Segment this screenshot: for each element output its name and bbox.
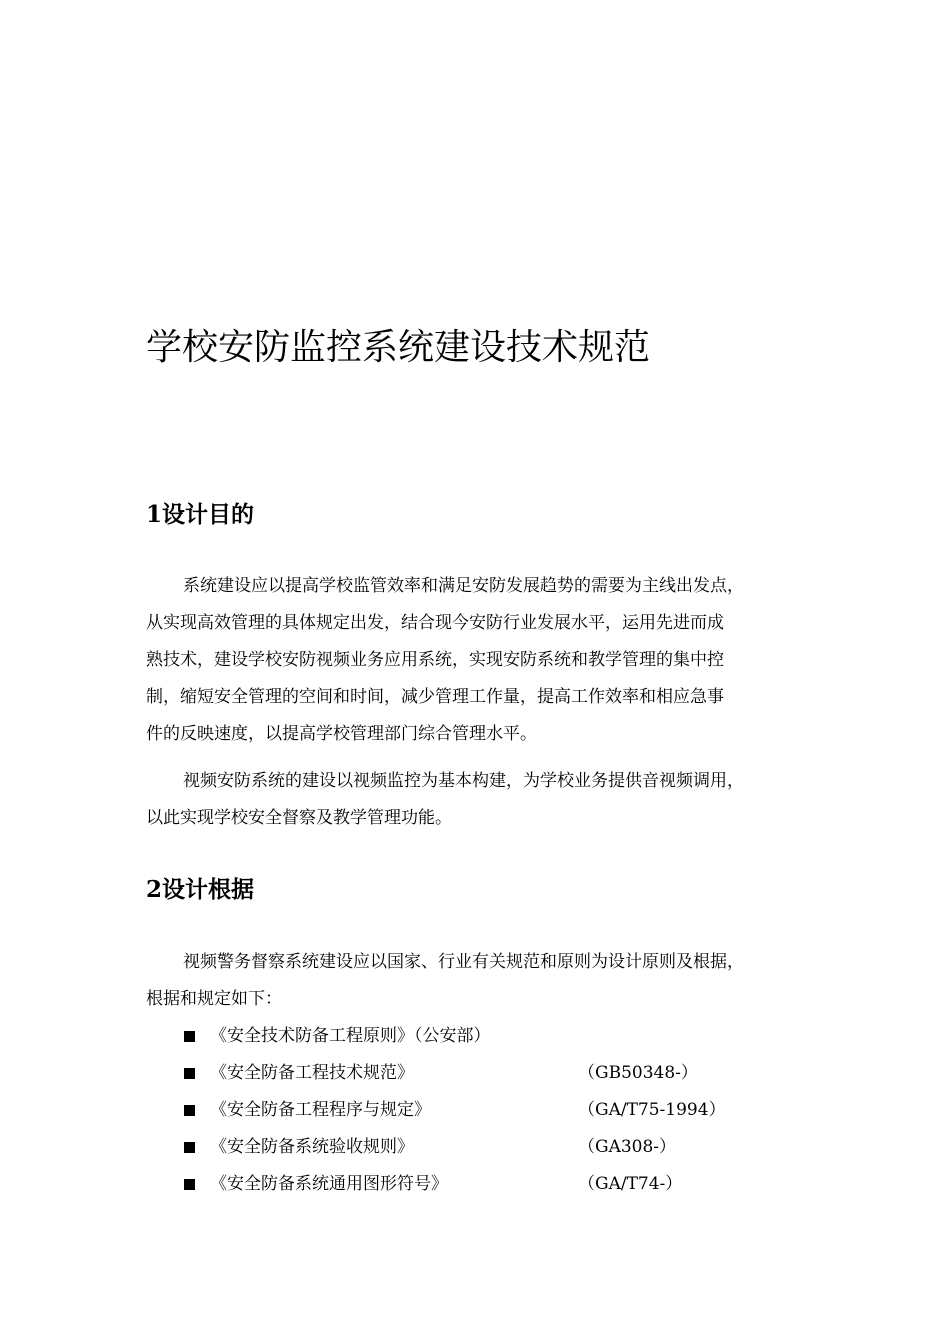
standard-name: 《安全防备系统通用图形符号》: [210, 1174, 448, 1194]
paragraph-line: 视频安防系统的建设以视频监控为基本构建，为学校业务提供音视频调用，: [183, 771, 744, 791]
square-bullet-icon: [184, 1068, 195, 1079]
document-title: 学校安防监控系统建设技术规范: [146, 327, 651, 368]
standard-name: 《安全防备系统验收规则》: [210, 1137, 414, 1157]
paragraph-line: 系统建设应以提高学校监管效率和满足安防发展趋势的需要为主线出发点，: [183, 576, 744, 596]
square-bullet-icon: [184, 1031, 195, 1042]
paragraph-line: 熟技术，建设学校安防视频业务应用系统，实现安防系统和教学管理的集中控: [146, 650, 724, 670]
standard-code: （GB50348-）: [578, 1063, 698, 1083]
list-item: [180, 1018, 780, 1055]
standard-code: （GA308-）: [578, 1137, 677, 1157]
paragraph-line: 根据和规定如下：: [146, 989, 282, 1009]
standard-code: （GA/T74-）: [578, 1174, 683, 1194]
standards-list: [180, 1018, 780, 1203]
square-bullet-icon: [184, 1142, 195, 1153]
standard-name: 《安全防备工程技术规范》: [210, 1063, 414, 1083]
standard-code: （GA/T75-1994）: [578, 1100, 726, 1120]
design-purpose-paragraph-2: [146, 763, 811, 837]
paragraph-line: 以此实现学校安全督察及教学管理功能。: [146, 808, 452, 828]
standard-name: 《安全技术防备工程原则》（公安部）: [210, 1026, 491, 1046]
paragraph-line: 件的反映速度，以提高学校管理部门综合管理水平。: [146, 724, 537, 744]
paragraph-line: 制，缩短安全管理的空间和时间，减少管理工作量，提高工作效率和相应急事: [146, 687, 724, 707]
section-heading-design-basis: 2设计根据: [146, 876, 255, 903]
list-item: [180, 1055, 780, 1092]
list-item: [180, 1129, 780, 1166]
paragraph-line: 从实现高效管理的具体规定出发，结合现今安防行业发展水平，运用先进而成: [146, 613, 724, 633]
design-basis-intro: [146, 944, 811, 1018]
paragraph-line: 视频警务督察系统建设应以国家、行业有关规范和原则为设计原则及根据，: [183, 952, 744, 972]
design-purpose-paragraph-1: [146, 568, 811, 753]
section-heading-design-purpose: 1设计目的: [146, 501, 255, 528]
square-bullet-icon: [184, 1105, 195, 1116]
square-bullet-icon: [184, 1179, 195, 1190]
list-item: [180, 1092, 780, 1129]
list-item: [180, 1166, 780, 1203]
standard-name: 《安全防备工程程序与规定》: [210, 1100, 431, 1120]
